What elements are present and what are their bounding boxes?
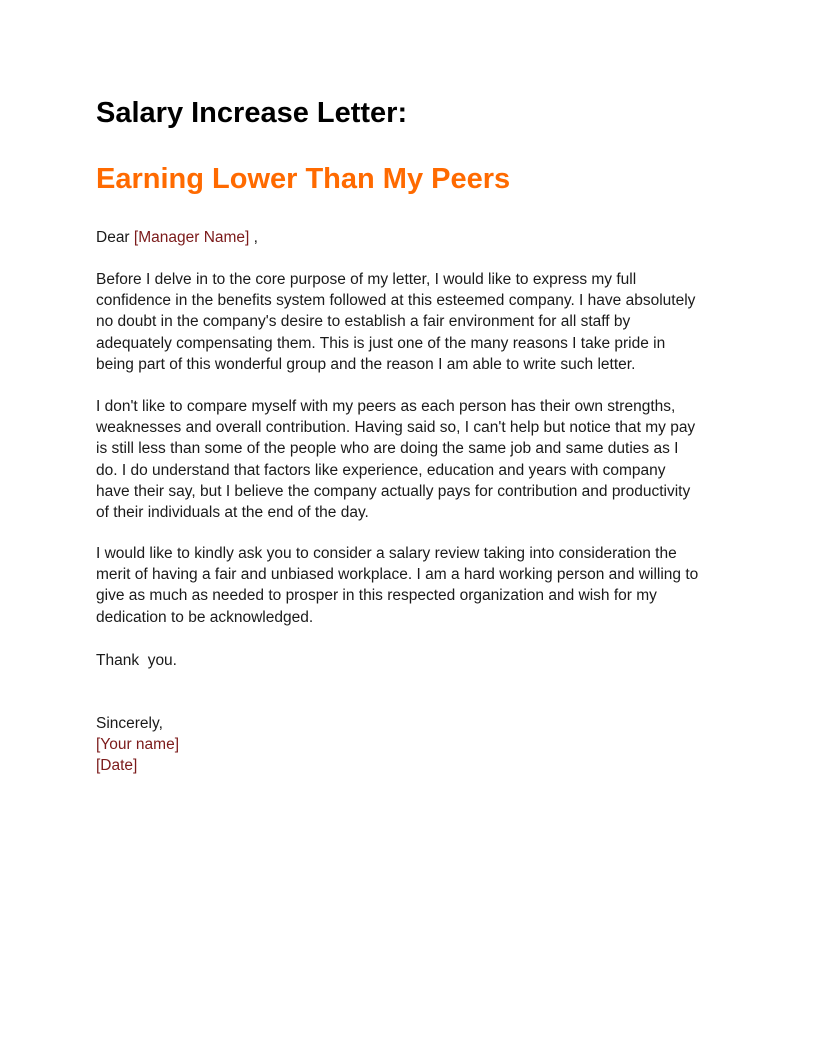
paragraph-request [96, 543, 716, 628]
paragraph-line: weaknesses and overall contribution. Having said so, I can't help but notice that my pay [96, 419, 696, 437]
your-name-placeholder: [Your name] [96, 736, 180, 754]
paragraph-line: have their say, but I believe the company actually pays for contribution and productivity [96, 482, 691, 500]
salutation-prefix: Dear [96, 229, 134, 246]
paragraph-intro [96, 269, 716, 375]
closing-block [96, 713, 716, 777]
letter-subtitle: Earning Lower Than My Peers [96, 163, 511, 195]
paragraph-line: do. I do understand that factors like experience, education and years with company [96, 461, 666, 479]
salutation-suffix: , [249, 229, 258, 246]
manager-name-placeholder: [Manager Name] [133, 229, 250, 246]
paragraph-line: confidence in the benefits system followed at this esteemed company. I have absolutely [96, 292, 696, 310]
date-placeholder: [Date] [96, 757, 138, 775]
paragraph-line: I would like to kindly ask you to consider a salary review taking into consideration the [96, 545, 677, 562]
paragraph-line: give as much as needed to prosper in this respected organization and wish for my [96, 587, 657, 605]
letter-title: Salary Increase Letter: [96, 97, 408, 129]
paragraph-line: no doubt in the company's desire to establish a fair environment for all staff by [96, 313, 631, 331]
paragraph-line: is still less than some of the people who are doing the same job and same duties as I [96, 440, 679, 458]
thanks-line: Thank you. [96, 652, 177, 669]
paragraph-line: being part of this wonderful group and the reason I am able to write such letter. [96, 355, 636, 373]
salutation [96, 227, 716, 248]
closing-text: Sincerely, [96, 715, 163, 732]
paragraph-line: Before I delve in to the core purpose of my letter, I would like to express my full [96, 271, 637, 288]
paragraph-line: merit of having a fair and unbiased workplace. I am a hard working person and willing to [96, 566, 699, 584]
paragraph-line: of their individuals at the end of the day. [96, 504, 369, 522]
paragraph-line: dedication to be acknowledged. [96, 608, 314, 626]
paragraph-comparison [96, 396, 716, 523]
paragraph-line: I don't like to compare myself with my peers as each person has their own strengths, [96, 398, 676, 415]
paragraph-line: adequately compensating them. This is just one of the many reasons I take pride in [96, 334, 666, 352]
